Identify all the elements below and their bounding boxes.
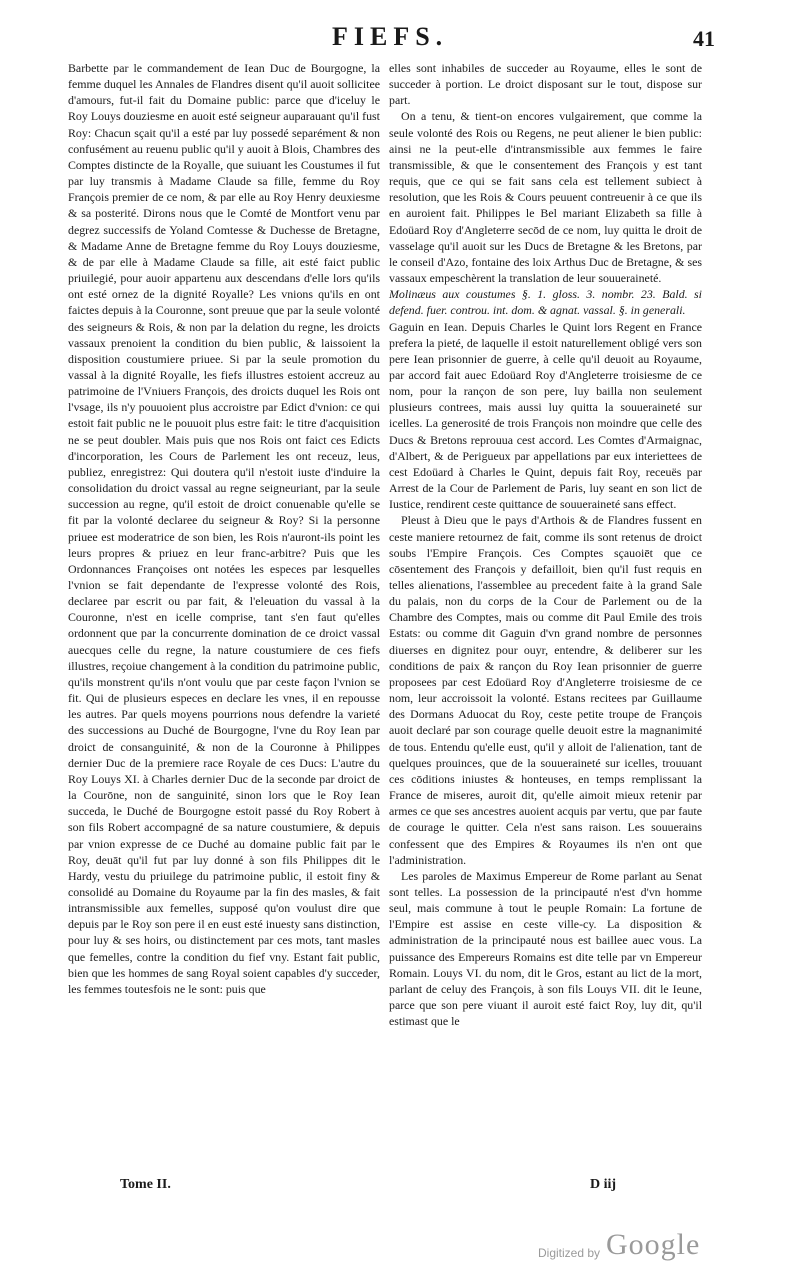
right-column <box>389 60 702 1029</box>
right-paragraph: Gaguin en Iean. Depuis Charles le Quint lors Regent en France prefera la pieté, de laquelle il estoit naturellement obligé vers son pere Iean prisonnier de guerre, à celle qu'il deuoit au Royaume, par accord fait auec Edoüard Roy d'Angleterre troisiesme de ce nom, pour la rançon de son pere, luy bailla non seulement plusieurs contrees, mais aussi luy quitta la souueraineté sur icelles. La generosité de trois François non moindre que celle des Ducs & Bretons reprouua cest accord. Les Comtes d'Armaignac, d'Albert, & de Perigueux par appellations par eux interiettees de cest Edoüard à Charles le Quint, depuis fait Roy, receuës par Arrest de la Cour de Parlement de Paris, luy seant en son lict de Iustice, rendirent ceste quittance de souueraineté sans effect. <box>389 319 702 512</box>
signature-mark: D iij <box>590 1177 617 1192</box>
digitization-watermark <box>538 1228 758 1268</box>
page-footer <box>0 1177 791 1217</box>
watermark-prefix: Digitized by <box>538 1246 601 1260</box>
running-title: FIEFS. <box>332 22 449 51</box>
google-logo: Google <box>606 1228 701 1261</box>
page-number: 41 <box>693 26 715 51</box>
right-paragraph: elles sont inhabiles de succeder au Royaume, elles le sont de succeder à portion. Le droict disposant sur le tout, dispose sur part. <box>389 61 702 108</box>
marginal-citation: Molinæus aux coustumes §. 1. gloss. 3. nombr. 23. Bald. si defend. fuer. controu. int. dom. & agnat. vassal. §. in generali. <box>389 287 702 318</box>
page-header <box>0 18 791 58</box>
left-paragraph: Barbette par le commandement de Iean Duc de Bourgogne, la femme duquel les Annales de Flandres disent qu'il auoit sollicitee d'amours, fut-il fait du Domaine public: parce que d'iceluy le Roy Louys douziesme en auoit esté seigneur auparauant qu'il fust Roy: Chacun sçait qu'il a esté par luy possedé separément & non confusément au reuenu public qu'il y auoit à Blois, Chambres des Comptes distincte de la Royalle, que suiuant les Coustumes il fut par luy transmis à Madame Claude sa fille, femme du Roy François premier de ce nom, & par elle au Roy Henry deuxiesme & sa posterité. Dirons nous que le Comté de Montfort venu par degrez successifs de Yoland Comtesse & Duchesse de Bretagne, & Madame Anne de Bretagne femme du Roy Louys douziesme, & de par elle à Madame Claude sa fille, ait esté faict public priuilegié, pour auoir appartenu aux descendans d'elle lors qu'ils ont esté ornez de la dignité Royalle? Les vnions qu'ils en ont faictes depuis à la Couronne, sont preuue que par la seule volonté des seigneurs & Rois, & non par la delation du regne, les droicts vassaux prenoient la condition du bien public, & laissoient la disposition coustumiere priuee. Si par la seule promotion du vassal à la dignité Royalle, les fiefs illustres estoient accreuz au patrimoine de l'Vniuers François, des droicts duquel les Rois ont l'vsage, ils n'y pouuoient plus accroistre par Edict d'vnion: ce qui estoit fait public ne le pouuoit plus estre fait: le titre d'acquisition ne se peut doubler. Mais puis que nos Rois ont faict ces Edicts d'incorporation, les Cours de Parlement les ont receuz, leus, publiez, enregistrez: Qui doutera qu'il n'estoit iuste d'induire la consolidation du droict vassal au regne seigneuriant, par la seule succession au regne, qu'il estoit de droict conuenable qu'elle se fit par la volonté declaree du seigneur & Roy? Si la personne priuee est moderatrice de son bien, les Rois n'auront-ils point les leurs propres & priuez en leur franc-arbitre? Puis que les Ordonnances Françoises ont notées les especes par lesquelles l'vnion se fait dependante de l'expresse volonté des Rois, declaree par escrit ou par fait, & l'eleuation du vassal à la Couronne, n'est en icelle comprise, tant s'en faut qu'elles ordonnent que par la concurrente domination de ce droict vassal auecques celle du regne, la nature coustumiere de ces fiefs illustres, reçoiue changement à la condition du patrimoine public, qu'ils monstrent qu'ils n'ont voulu que par ceste façon l'vnion se fit. Qui de plusieurs especes en declare les vnes, il en repousse les autres. Par quels moyens pourrions nous defendre la varieté des successions au Duché de Bourgogne, l'vne du Roy Iean par droict de consanguinité, & non de la Couronne à Philippes dernier Duc de la premiere race Royale de ces Ducs: L'autre du Roy Louys XI. à Charles dernier Duc de la seconde par droict de la Courōne, non de sanguinité, sinon lors que le Roy Iean succeda, le Duché de Bourgogne estoit passé du Roy Robert à son fils Robert accompagné de sa nature coustumiere, & depuis par vnion expresse de ce Duché au domaine public fait par le Roy, deuāt qu'il fut par luy donné à son fils Philippes dit le Hardy, vestu du priuilege du patrimoine public, il estoit finy & consolidé au Domaine du Royaume par la fin des masles, & fait intransmissible aux femelles, supposé qu'on voulust dire que depuis par le Roy son pere il en eust esté inuesty sans distinction, pour luy & ses hoirs, ou distinctement par ces mots, tant masles que femelles, contre la condition du fief vny. Estant fait public, bien que les hommes de sang Royal soient capables d'y succeder, les femmes toutesfois ne le sont: puis que <box>68 61 380 996</box>
volume-label: Tome II. <box>120 1177 171 1192</box>
right-paragraph: Les paroles de Maximus Empereur de Rome parlant au Senat sont telles. La possession de la principauté n'est d'vn homme seul, mais commune à tout le peuple Romain: La fortune de l'Empire est assise en ceste ville-cy. La disposition & administration de la principauté nous est baillee auec vous. La puissance des Empereurs Romains est dite telle par vn Empereur Romain. Louys VI. du nom, dit le Gros, estant au lict de la mort, parlant de celuy des François, à son fils Louys VII. dit le Ieune, parce que son pere viuant il auroit esté faict Roy, luy dit, qu'il estimast que le <box>389 868 702 1029</box>
right-paragraph: Pleust à Dieu que le pays d'Arthois & de Flandres fussent en ceste maniere retournez de fait, comme ils sont retenus de droict soubs l'Empire François. Ces Comptes sçauoiēt que ce cōsentement des François y defailloit, bien qu'il fust requis en telles alienations, l'assemblee au precedent faite à la grand Sale du palais, non du corps de la Cour de Parlement ou de la Chambre des Comptes, mais ou comme dit Paul Emile des trois Estats: ou comme dit Gaguin d'vn grand nombre de personnes diuerses en dignitez pour ouyr, entendre, & deliberer sur les conditions de paix & rançon du Roy Iean prisonnier de guerre proposees par cest Edoüard Roy d'Angleterre troisiesme de ce nom, leur accroissoit la volonté. Estans recitees par Guillaume des Dormans Aduocat du Roy, ceste petite troupe de François auoit declaré par son courage quelle deuoit estre la magnanimité de tous. Entendu qu'elle eust, qu'il y alloit de l'alienation, tant de quelques prouinces, que de la souueraineté sur icelles, trouuant ces cōditions iniustes & honteuses, en temps remplissant la France de miseres, auroit dit, qu'elle aimoit mieux retenir par armes ce que ses ancestres auoient acquis par vertu, que par faute de courage le quitter. Cela n'est sans raison. Les souuerains confessent que des Empires & Royaumes ils n'en ont que l'administration. <box>389 513 702 867</box>
right-paragraph: On a tenu, & tient-on encores vulgairement, que comme la seule volonté des Rois ou Regens, ne peut aliener le bien public: ainsi ne la peut-elle d'intransmissible aux femmes le faire transmissible, & que le consentement des François y est tant requis, que ce qui se fait sans cela est tellement subiect à resolution, que les Rois & Cours peuuent contreuenir à ce que ils en auroient fait. Philippes le Bel mariant Elizabeth sa fille à Edoüard Roy d'Angleterre secōd de ce nom, luy quitta le droit de vasselage qu'il auoit sur les Ducs de Bretagne & les Bretons, par le conseil d'Azo, fontaine des loix Arthus Duc de Bretagne, & ses vassaux empeschèrent la translation de leur souueraineté. <box>389 109 702 286</box>
left-column <box>68 60 380 997</box>
